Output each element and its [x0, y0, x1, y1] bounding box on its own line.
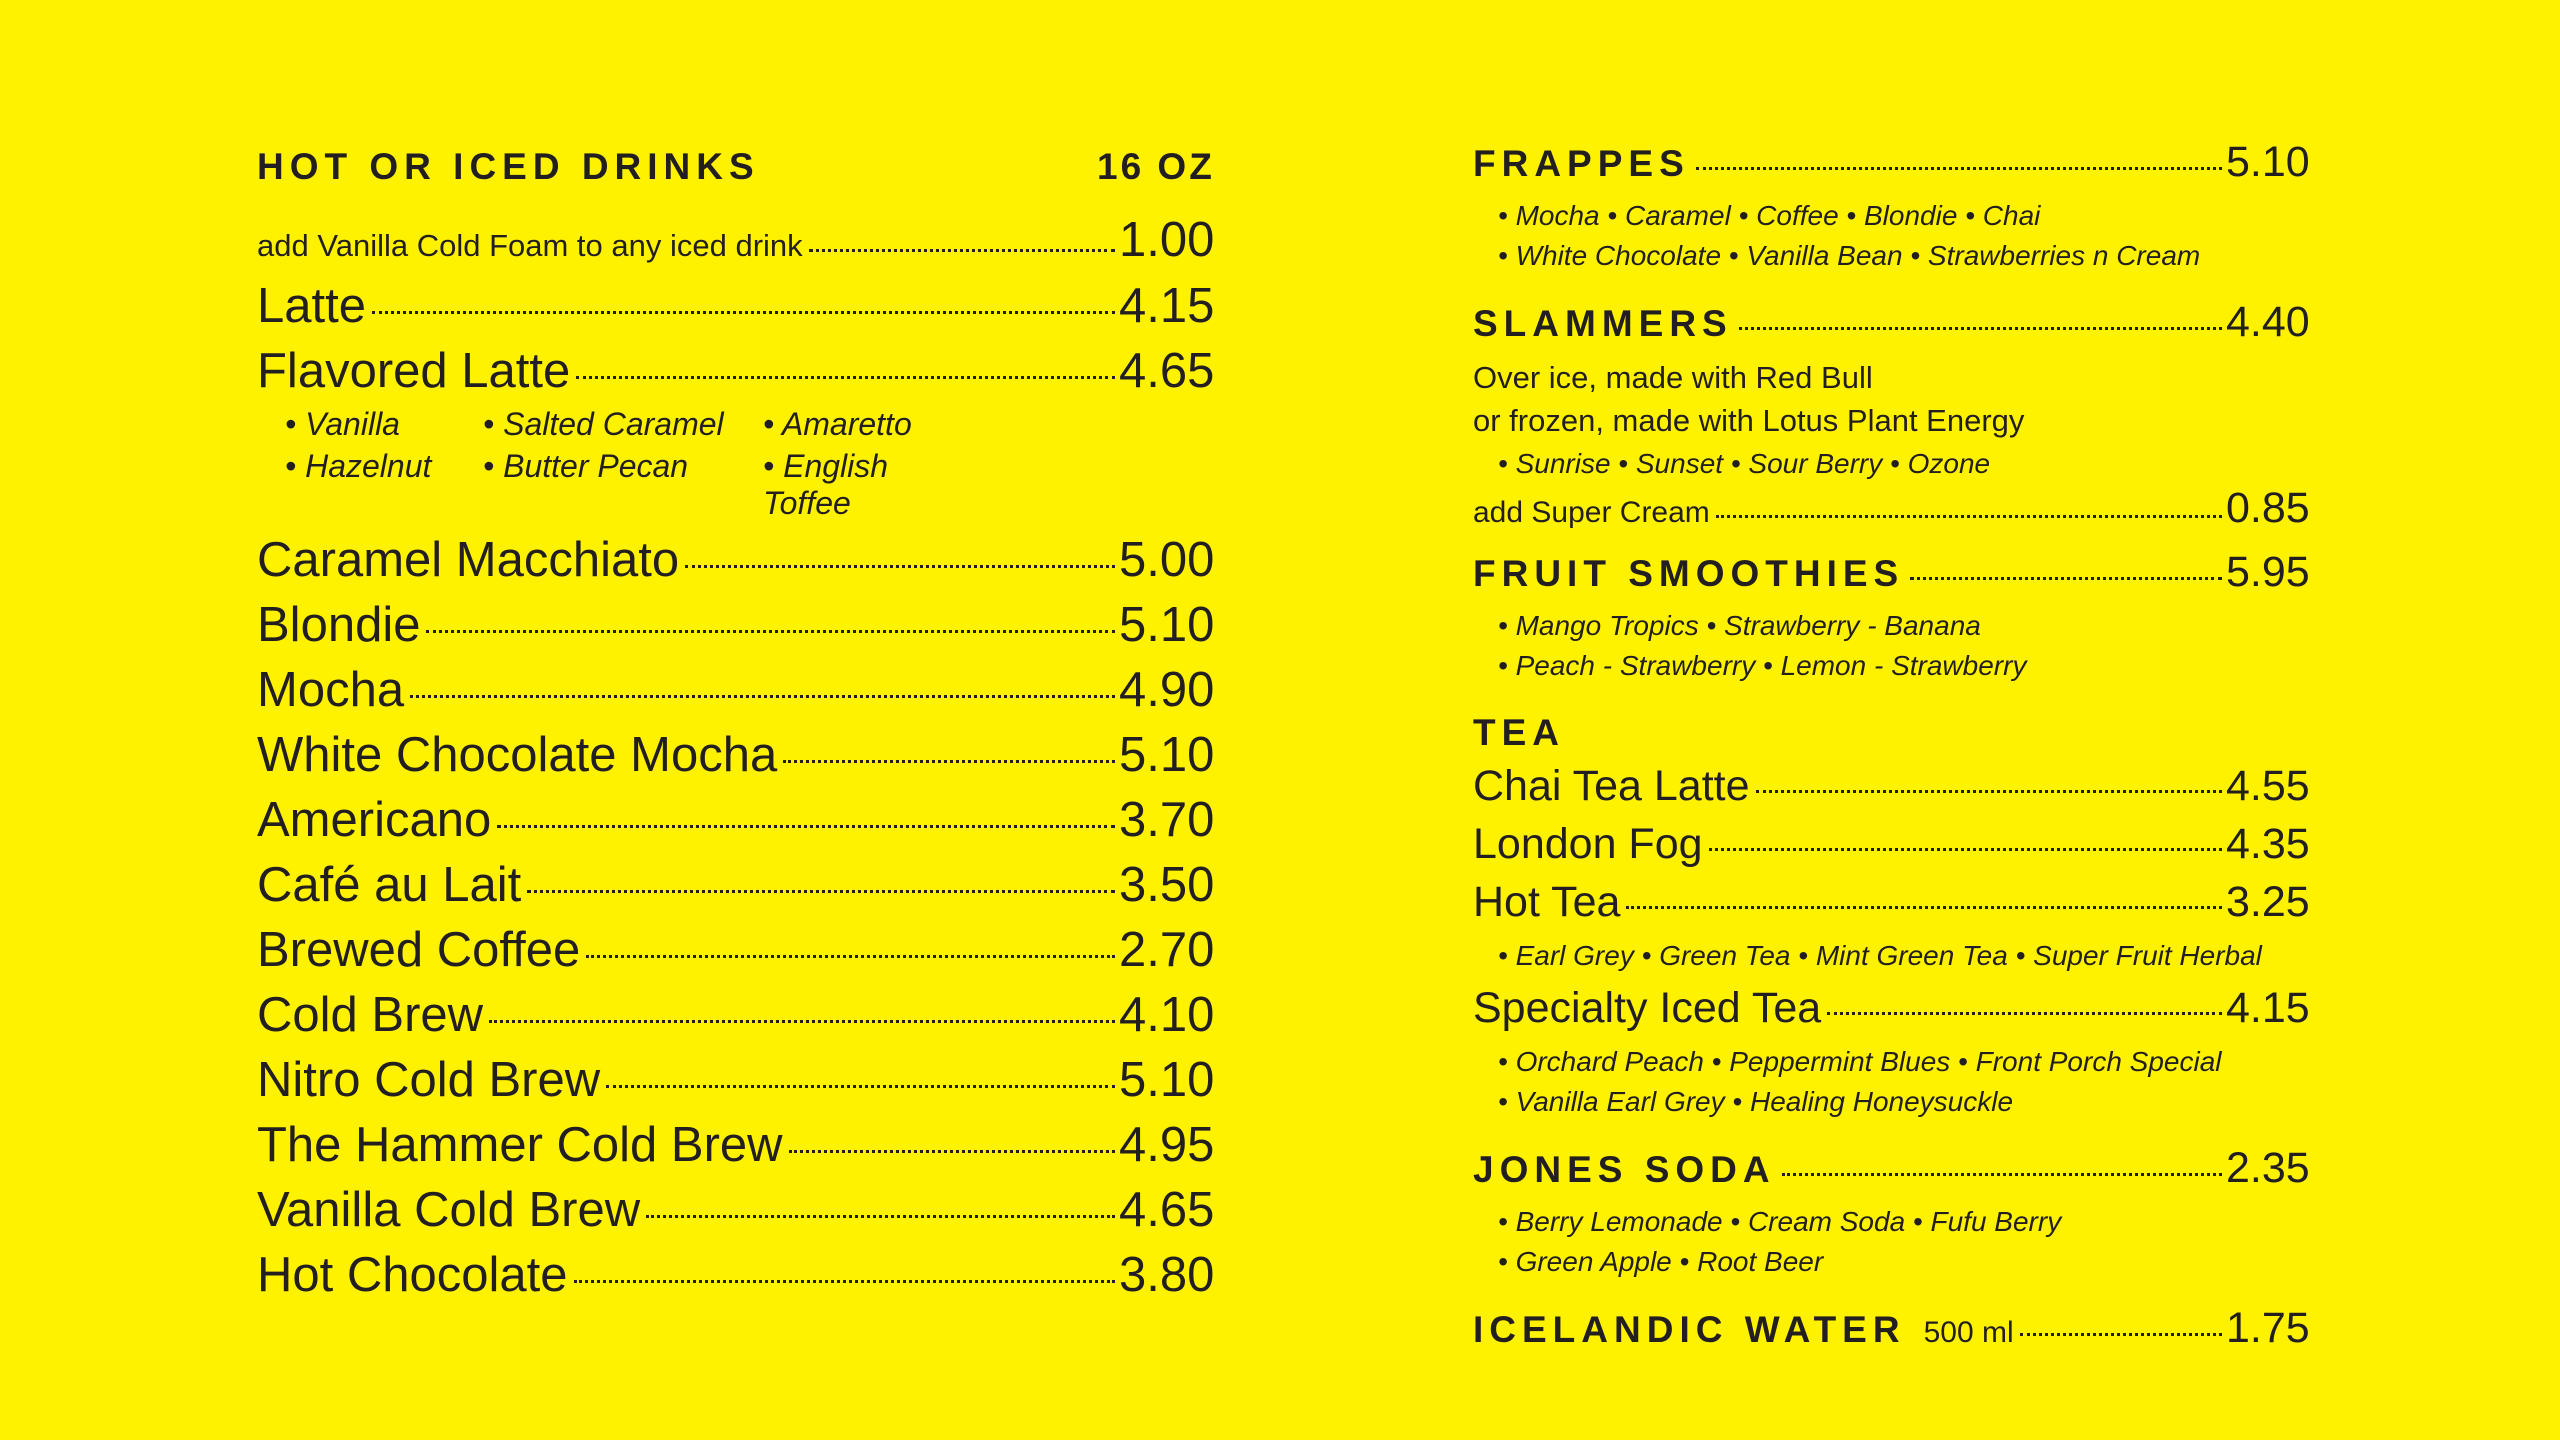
- section-title: JONES SODA: [1473, 1149, 1776, 1190]
- size-label: 16 OZ: [1097, 146, 1215, 187]
- water-size: 500 ml: [1923, 1316, 2014, 1349]
- menu-item: [1473, 984, 2316, 1042]
- dot-leader: [606, 1085, 1115, 1088]
- section-title: SLAMMERS: [1473, 303, 1733, 344]
- flavor-option: • Amaretto: [763, 406, 912, 442]
- item-price: 4.10: [1119, 988, 1215, 1042]
- dot-leader: [2020, 1333, 2222, 1336]
- item-price: 5.00: [1119, 533, 1215, 587]
- menu-item: [257, 987, 1227, 1052]
- item-name: Flavored Latte: [257, 344, 571, 398]
- flavor-option: • Vanilla: [285, 406, 400, 442]
- dot-leader: [586, 955, 1115, 958]
- item-name: Americano: [257, 793, 492, 847]
- item-name: London Fog: [1473, 820, 1703, 868]
- item-name: Mocha: [257, 663, 405, 717]
- option-line: • Earl Grey • Green Tea • Mint Green Tea • Super Fruit Herbal: [1498, 940, 2262, 971]
- option-line: • Berry Lemonade • Cream Soda • Fufu Berry: [1498, 1206, 2062, 1237]
- section-price: 1.75: [2226, 1304, 2310, 1352]
- dot-leader: [1782, 1173, 2222, 1176]
- item-price: 5.10: [1119, 598, 1215, 652]
- item-price: 2.70: [1119, 923, 1215, 977]
- item-name: Latte: [257, 279, 366, 333]
- menu-item: [1473, 878, 2316, 936]
- item-name: Hot Tea: [1473, 878, 1621, 926]
- item-price: 4.35: [2226, 820, 2310, 868]
- note-line: or frozen, made with Lotus Plant Energy: [1473, 403, 2025, 438]
- item-name: Brewed Coffee: [257, 923, 581, 977]
- menu-item: [257, 857, 1227, 922]
- item-name: Specialty Iced Tea: [1473, 984, 1822, 1032]
- option-line: • Vanilla Earl Grey • Healing Honeysuckle: [1498, 1086, 2014, 1117]
- dot-leader: [1739, 327, 2222, 330]
- menu-item: [257, 597, 1227, 662]
- dot-leader: [410, 695, 1115, 698]
- item-name: Blondie: [257, 598, 421, 652]
- smoothies-section: [1473, 548, 2316, 606]
- tea-header: TEA: [1473, 712, 1565, 753]
- menu-item: [257, 922, 1227, 987]
- dot-leader: [576, 376, 1115, 379]
- menu-item: [257, 278, 1227, 343]
- cold-foam-addon: [257, 212, 1227, 278]
- flavor-option: • Salted Caramel: [483, 406, 724, 442]
- item-price: 3.25: [2226, 878, 2310, 926]
- item-name: Café au Lait: [257, 858, 522, 912]
- slammer-options: [1473, 444, 2316, 484]
- section-price: 5.95: [2226, 548, 2310, 596]
- menu-item: [257, 532, 1227, 597]
- dot-leader: [646, 1215, 1115, 1218]
- flavor-options: [257, 406, 1227, 522]
- jones-soda-section: [1473, 1144, 2316, 1202]
- item-name: Caramel Macchiato: [257, 533, 680, 587]
- dot-leader: [1910, 577, 2222, 580]
- item-price: 4.65: [1119, 1183, 1215, 1237]
- dot-leader: [1626, 906, 2222, 909]
- dot-leader: [1756, 790, 2222, 793]
- item-price: 5.10: [1119, 1053, 1215, 1107]
- item-price: 4.95: [1119, 1118, 1215, 1172]
- item-price: 3.50: [1119, 858, 1215, 912]
- dot-leader: [809, 249, 1115, 252]
- section-title: HOT OR ICED DRINKS: [257, 146, 760, 187]
- menu-item: [257, 1052, 1227, 1117]
- option-line: • Green Apple • Root Beer: [1498, 1246, 1824, 1277]
- dot-leader: [685, 565, 1115, 568]
- dot-leader: [489, 1020, 1115, 1023]
- item-price: 4.55: [2226, 762, 2310, 810]
- flavor-option: • Hazelnut: [285, 448, 432, 484]
- flavor-option: • Butter Pecan: [483, 448, 689, 484]
- item-name: add Super Cream: [1473, 496, 1710, 529]
- dot-leader: [1827, 1012, 2222, 1015]
- option-line: • Mango Tropics • Strawberry - Banana: [1498, 610, 1981, 641]
- item-price: 4.65: [1119, 344, 1215, 398]
- smoothie-options: [1473, 606, 2316, 686]
- dot-leader: [1716, 515, 2222, 518]
- section-title: ICELANDIC WATER 500 ml: [1473, 1309, 2014, 1350]
- flavor-option: • English Toffee: [763, 448, 889, 521]
- item-price: 3.70: [1119, 793, 1215, 847]
- dot-leader: [783, 760, 1115, 763]
- note-line: Over ice, made with Red Bull: [1473, 360, 1873, 395]
- option-line: • Peach - Strawberry • Lemon - Strawberry: [1498, 650, 2027, 681]
- hot-iced-drinks-header: [257, 146, 1227, 212]
- section-title: FRAPPES: [1473, 143, 1690, 184]
- slammers-section: [1473, 298, 2316, 356]
- section-title: FRUIT SMOOTHIES: [1473, 553, 1905, 594]
- menu-item: [257, 1182, 1227, 1247]
- option-line: • White Chocolate • Vanilla Bean • Strawberries n Cream: [1498, 240, 2201, 271]
- menu-item: [257, 727, 1227, 792]
- item-name: add Vanilla Cold Foam to any iced drink: [257, 228, 803, 263]
- hot-tea-options: [1473, 936, 2316, 976]
- slammers-notes: [1473, 356, 2316, 442]
- frappes-section: [1473, 138, 2316, 196]
- dot-leader: [497, 825, 1115, 828]
- super-cream-addon: [1473, 484, 2316, 538]
- menu-item: [257, 792, 1227, 857]
- item-name: The Hammer Cold Brew: [257, 1118, 783, 1172]
- section-price: 2.35: [2226, 1144, 2310, 1192]
- dot-leader: [1696, 167, 2222, 170]
- hot-iced-drinks-column: [257, 0, 1227, 1312]
- menu-item: [1473, 820, 2316, 878]
- dot-leader: [789, 1150, 1115, 1153]
- menu-item: [1473, 762, 2316, 820]
- section-price: 4.40: [2226, 298, 2310, 346]
- item-name: Hot Chocolate: [257, 1248, 568, 1302]
- frappe-options: [1473, 196, 2316, 276]
- dot-leader: [574, 1280, 1115, 1283]
- item-price: 1.00: [1119, 213, 1215, 267]
- item-price: 4.15: [1119, 279, 1215, 333]
- menu-item: [257, 1117, 1227, 1182]
- jones-soda-options: [1473, 1202, 2316, 1282]
- iced-tea-options: [1473, 1042, 2316, 1122]
- menu-item: [257, 662, 1227, 727]
- menu-item: [257, 1247, 1227, 1312]
- dot-leader: [1709, 848, 2222, 851]
- specialty-drinks-column: [1473, 138, 2316, 1362]
- option-line: • Orchard Peach • Peppermint Blues • Front Porch Special: [1498, 1046, 2222, 1077]
- menu-item: [257, 343, 1227, 408]
- item-name: White Chocolate Mocha: [257, 728, 778, 782]
- item-price: 3.80: [1119, 1248, 1215, 1302]
- item-price: 4.90: [1119, 663, 1215, 717]
- item-name: Cold Brew: [257, 988, 484, 1042]
- item-price: 5.10: [1119, 728, 1215, 782]
- item-name: Vanilla Cold Brew: [257, 1183, 641, 1237]
- item-name: Chai Tea Latte: [1473, 762, 1750, 810]
- option-line: • Mocha • Caramel • Coffee • Blondie • Chai: [1498, 200, 2041, 231]
- section-price: 5.10: [2226, 138, 2310, 186]
- dot-leader: [527, 890, 1115, 893]
- dot-leader: [372, 311, 1115, 314]
- option-line: • Sunrise • Sunset • Sour Berry • Ozone: [1498, 448, 1991, 479]
- icelandic-water-section: [1473, 1304, 2316, 1362]
- item-price: 0.85: [2226, 484, 2310, 532]
- item-name: Nitro Cold Brew: [257, 1053, 601, 1107]
- dot-leader: [426, 630, 1115, 633]
- item-price: 4.15: [2226, 984, 2310, 1032]
